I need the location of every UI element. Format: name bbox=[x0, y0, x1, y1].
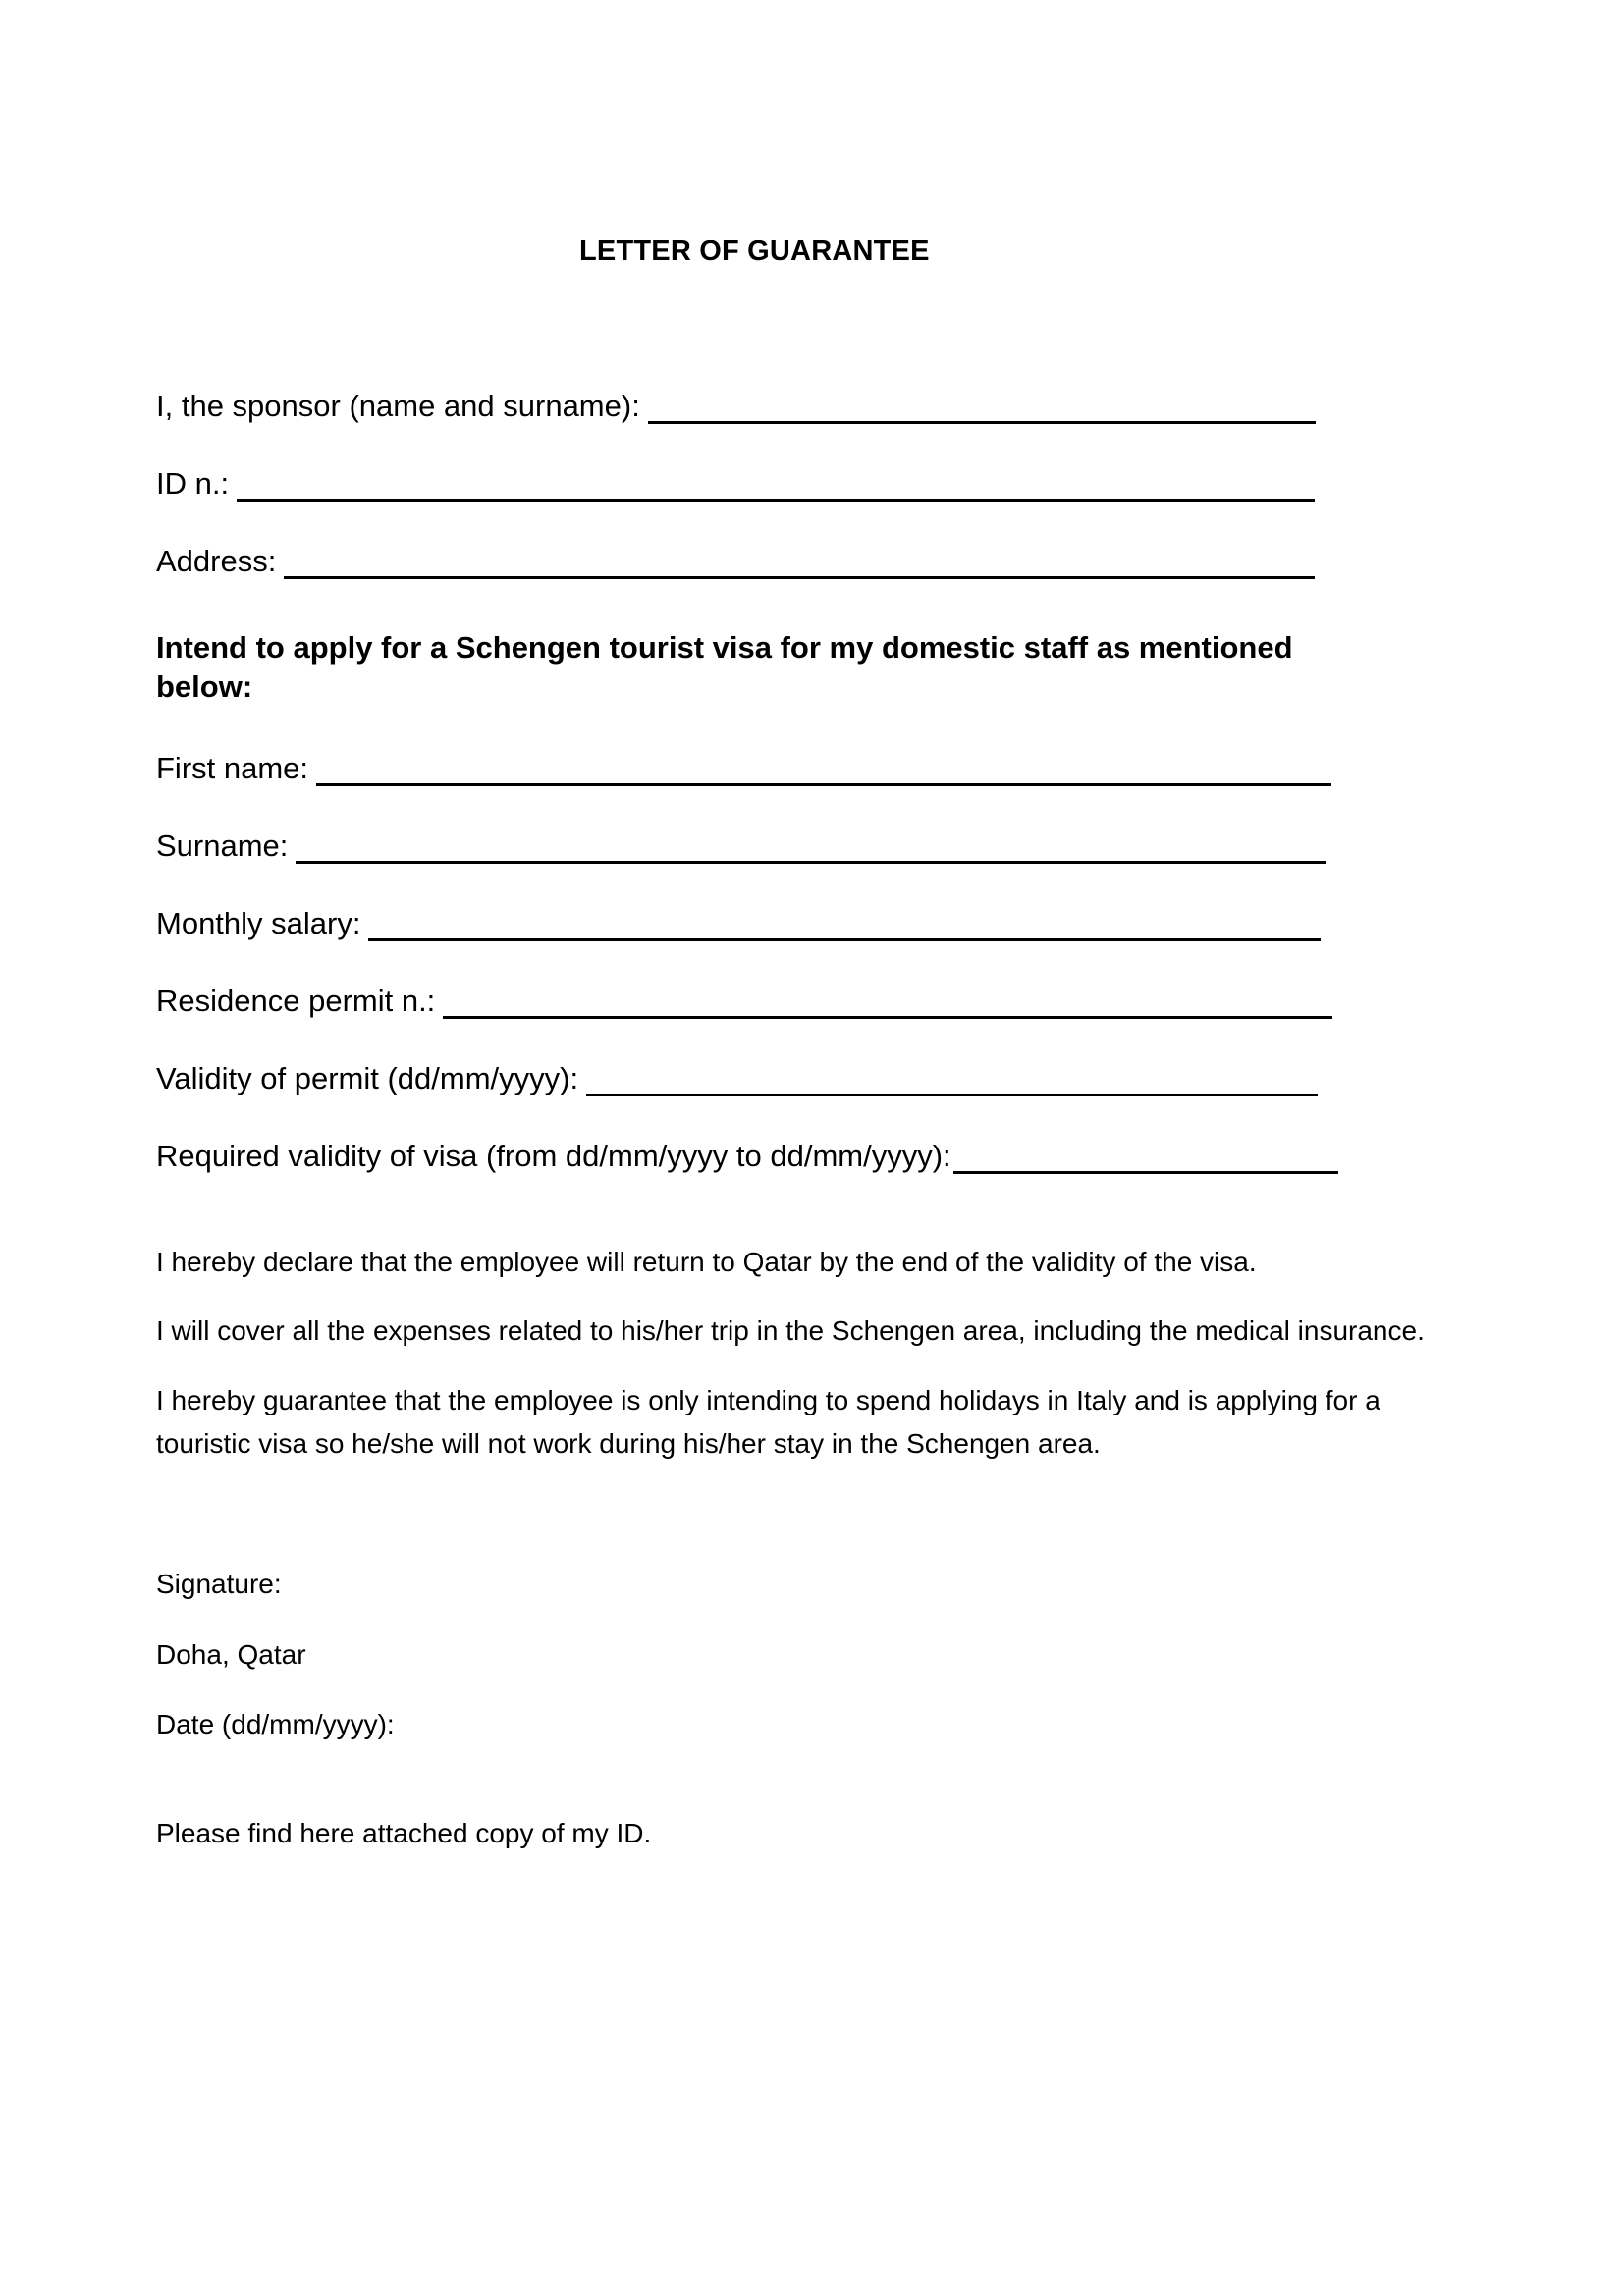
visa-validity-label: Required validity of visa (from dd/mm/yyyy to dd/mm/yyyy): bbox=[156, 1139, 951, 1173]
surname-field[interactable] bbox=[156, 828, 1326, 864]
attachment-note: Please find here attached copy of my ID. bbox=[156, 1818, 652, 1848]
first-name-line[interactable] bbox=[316, 754, 1331, 786]
id-number-label: ID n.: bbox=[156, 466, 230, 501]
sponsor-name-label: I, the sponsor (name and surname): bbox=[156, 389, 640, 423]
sponsor-name-line[interactable] bbox=[648, 392, 1316, 424]
signature-label: Signature: bbox=[156, 1569, 282, 1599]
staff-heading: Intend to apply for a Schengen tourist visa for my domestic staff as mentioned below: bbox=[156, 630, 1293, 704]
declaration-guarantee: I hereby guarantee that the employee is only intending to spend holidays in Italy and is applying for a touristic visa so he/she will not work during his/her stay in the Schengen area. bbox=[156, 1385, 1380, 1459]
permit-validity-line[interactable] bbox=[586, 1064, 1318, 1096]
id-number-field[interactable] bbox=[156, 466, 1315, 502]
document-title: LETTER OF GUARANTEE bbox=[579, 236, 930, 267]
permit-validity-field[interactable] bbox=[156, 1061, 1318, 1096]
residence-permit-field[interactable] bbox=[156, 984, 1332, 1019]
residence-permit-label: Residence permit n.: bbox=[156, 984, 436, 1018]
surname-line[interactable] bbox=[296, 831, 1326, 864]
address-field[interactable] bbox=[156, 544, 1315, 579]
first-name-field[interactable] bbox=[156, 751, 1331, 786]
monthly-salary-label: Monthly salary: bbox=[156, 906, 361, 940]
address-label: Address: bbox=[156, 544, 277, 578]
declaration-return: I hereby declare that the employee will return to Qatar by the end of the validity of the visa. bbox=[156, 1247, 1257, 1277]
place-text: Doha, Qatar bbox=[156, 1639, 306, 1670]
monthly-salary-field[interactable] bbox=[156, 906, 1321, 941]
monthly-salary-line[interactable] bbox=[368, 909, 1321, 941]
surname-label: Surname: bbox=[156, 828, 289, 863]
visa-validity-field[interactable] bbox=[156, 1139, 1338, 1174]
permit-validity-label: Validity of permit (dd/mm/yyyy): bbox=[156, 1061, 579, 1095]
id-number-line[interactable] bbox=[237, 469, 1315, 502]
sponsor-name-field[interactable] bbox=[156, 389, 1316, 424]
address-line[interactable] bbox=[284, 547, 1315, 579]
date-label: Date (dd/mm/yyyy): bbox=[156, 1709, 395, 1739]
residence-permit-line[interactable] bbox=[443, 987, 1332, 1019]
visa-validity-line[interactable] bbox=[953, 1142, 1338, 1174]
declaration-expenses: I will cover all the expenses related to his/her trip in the Schengen area, including the medical insurance. bbox=[156, 1315, 1425, 1346]
first-name-label: First name: bbox=[156, 751, 309, 785]
